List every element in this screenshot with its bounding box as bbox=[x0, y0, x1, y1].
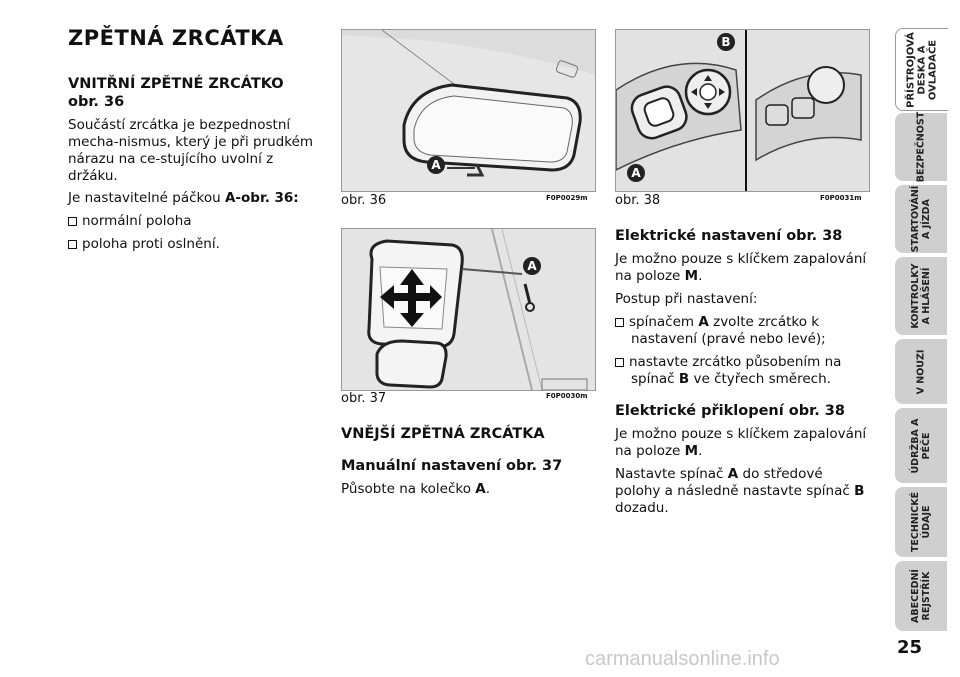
figure-caption: obr. 36 bbox=[341, 193, 387, 208]
paragraph-key-position-fold: Je možno pouze s klíčkem zapalování na poloze M. bbox=[615, 426, 867, 459]
figure-code: F0P0031m bbox=[820, 194, 862, 202]
left-column bbox=[68, 75, 326, 253]
middle-column bbox=[341, 425, 601, 498]
list-item: nastavte zrcátko působením na spínač B ve čtyřech směrech. bbox=[615, 354, 869, 388]
figure-caption: obr. 37 bbox=[341, 391, 387, 406]
mirror-switch-illustration bbox=[616, 30, 869, 191]
tab-index[interactable]: ABECEDNÍ REJSTŘÍK bbox=[895, 561, 947, 631]
figure-36-image bbox=[341, 29, 596, 192]
checkbox-bullet-icon bbox=[615, 358, 624, 367]
paragraph-manual: Působte na kolečko A. bbox=[341, 481, 491, 497]
callout-a-icon: A bbox=[523, 257, 541, 275]
section-heading-inner-mirror: VNITŘNÍ ZPĚTNÉ ZRCÁTKO bbox=[68, 76, 284, 92]
checkbox-bullet-icon bbox=[615, 318, 624, 327]
tab-technical-data[interactable]: TECHNICKÉ ÚDAJE bbox=[895, 487, 947, 557]
figure-38-image bbox=[615, 29, 870, 192]
tab-warning-lights[interactable]: KONTROLKY A HLÁŠENÍ bbox=[895, 257, 947, 335]
checkbox-bullet-icon bbox=[68, 240, 77, 249]
watermark: carmanualsonline.info bbox=[585, 648, 780, 670]
tab-safety[interactable]: BEZPEČNOST bbox=[895, 113, 947, 181]
subheading-manual: Manuální nastavení obr. 37 bbox=[341, 458, 563, 474]
subheading-electric-fold: Elektrické přiklopení obr. 38 bbox=[615, 403, 845, 419]
list-item: poloha proti oslnění. bbox=[68, 236, 326, 253]
section-heading-outer-mirrors: VNĚJŠÍ ZPĚTNÁ ZRCÁTKA bbox=[341, 426, 545, 442]
checkbox-bullet-icon bbox=[68, 217, 77, 226]
callout-a-icon: A bbox=[627, 164, 645, 182]
paragraph-fold-procedure: Nastavte spínač A do středové polohy a následně nastavte spínač B dozadu. bbox=[615, 466, 865, 516]
tab-emergency[interactable]: V NOUZI bbox=[895, 339, 947, 404]
list-item: normální poloha bbox=[68, 213, 326, 230]
tab-instrument-panel[interactable]: PŘÍSTROJOVÁ DESKA A OVLADAČE bbox=[895, 28, 948, 111]
figure-caption: obr. 38 bbox=[615, 193, 661, 208]
paragraph-key-position: Je možno pouze s klíčkem zapalování na poloze M. bbox=[615, 251, 867, 284]
tab-maintenance[interactable]: ÚDRŽBA A PÉČE bbox=[895, 408, 947, 483]
paragraph-mechanism: Součástí zrcátka je bezpednostní mecha-nismus, který je při prudkém nárazu na ce-stujícího uvolní z držáku. bbox=[68, 117, 314, 184]
paragraph-procedure: Postup při nastavení: bbox=[615, 291, 758, 307]
side-mirror-illustration bbox=[342, 229, 595, 390]
right-column bbox=[615, 227, 869, 517]
figure-code: F0P0029m bbox=[546, 194, 588, 202]
page-title: ZPĚTNÁ ZRCÁTKA bbox=[68, 26, 284, 50]
callout-a-icon: A bbox=[427, 156, 445, 174]
page-number: 25 bbox=[897, 637, 923, 658]
subheading-electric-adjust: Elektrické nastavení obr. 38 bbox=[615, 228, 843, 244]
tab-starting-driving[interactable]: STARTOVÁNÍ A JÍZDA bbox=[895, 185, 947, 253]
section-heading-figure-ref: obr. 36 bbox=[68, 94, 125, 110]
figure-code: F0P0030m bbox=[546, 392, 588, 400]
paragraph-adjustable: Je nastavitelné páčkou A-obr. 36: bbox=[68, 190, 299, 206]
callout-b-icon: B bbox=[717, 33, 735, 51]
figure-37-image bbox=[341, 228, 596, 391]
list-item: spínačem A zvolte zrcátko k nastavení (pravé nebo levé); bbox=[615, 314, 869, 348]
rear-view-mirror-illustration bbox=[342, 30, 595, 191]
